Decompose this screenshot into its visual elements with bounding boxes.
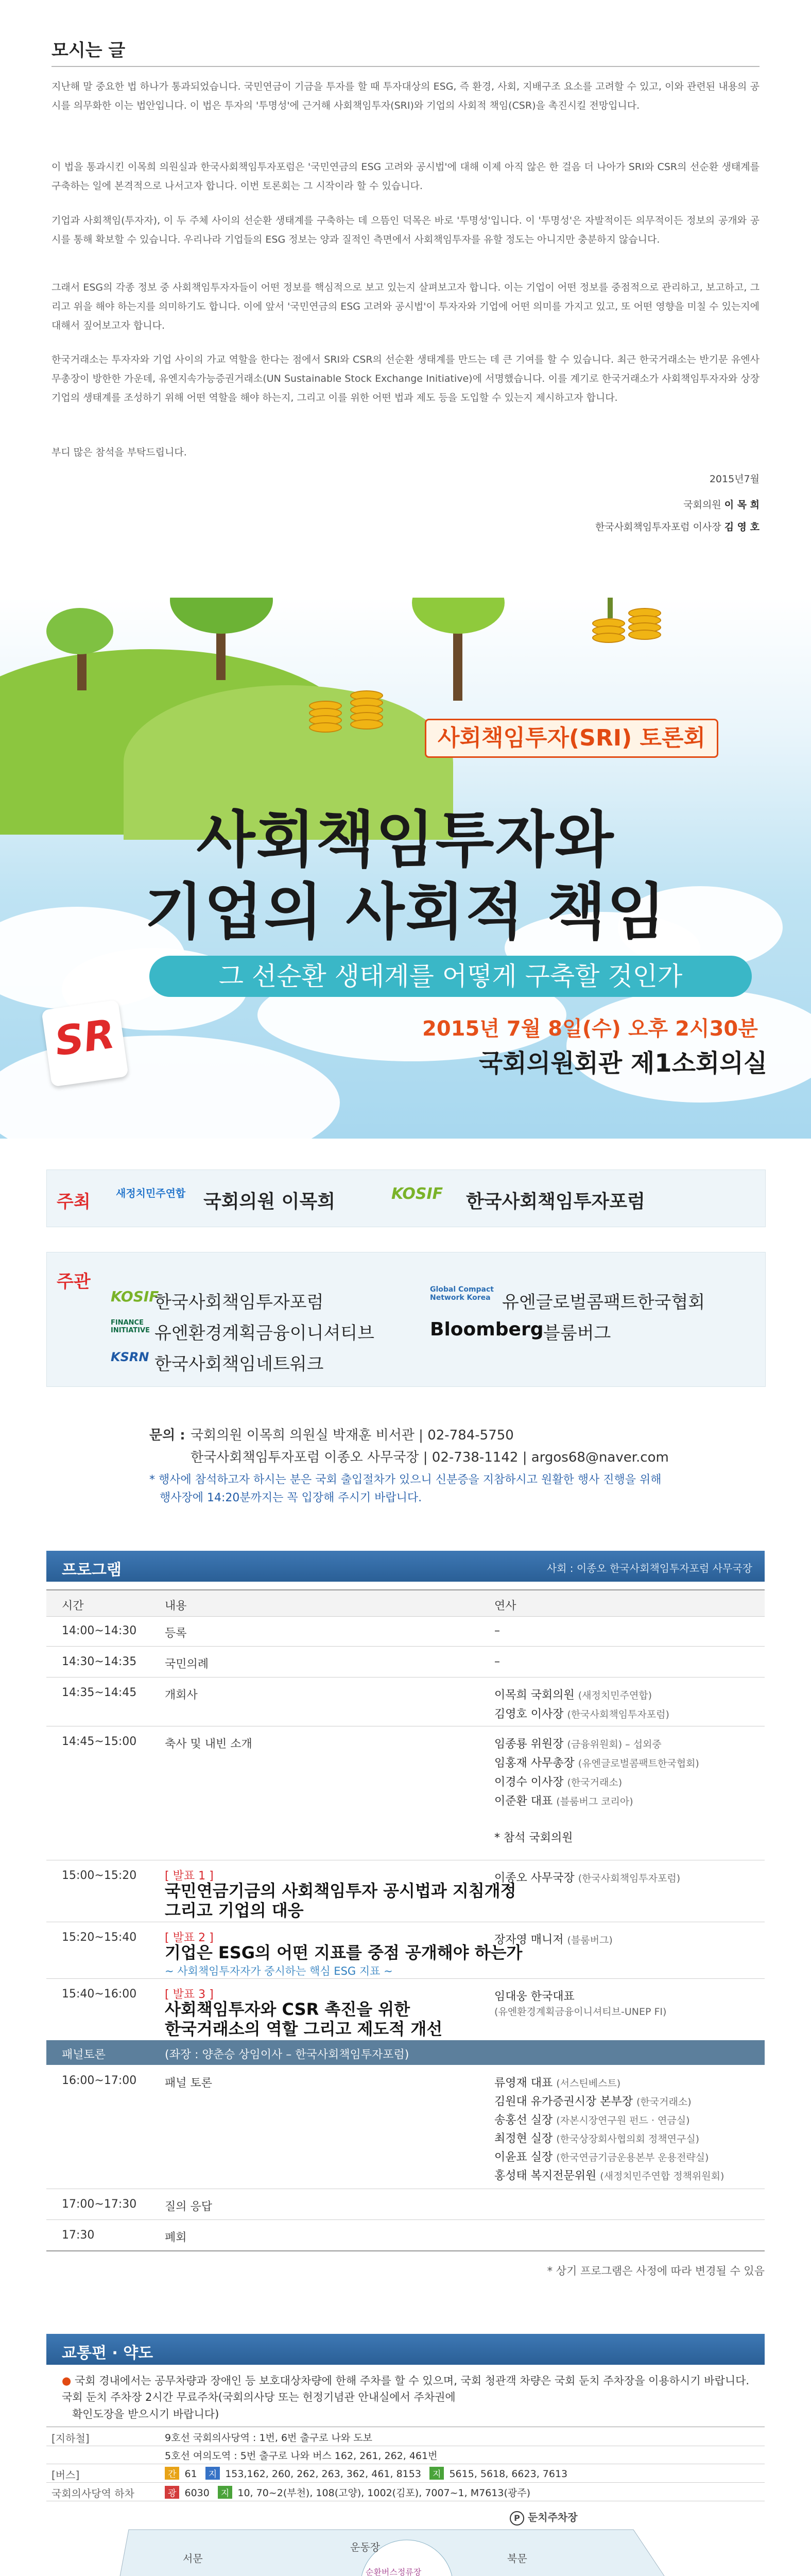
program-row	[46, 1860, 765, 1922]
row-content: 등록	[165, 1627, 187, 1640]
program-moderator: 사회 : 이종오 한국사회책임투자포럼 사무국장	[546, 1562, 752, 1574]
presentation-title: 기업은 ESG의 어떤 지표를 중점 공개해야 하는가	[165, 1943, 523, 1962]
panelist-org: (새정치민주연합 정책위원회)	[600, 2171, 724, 2182]
panelist-name: 김원대 유가증권시장 본부장	[494, 2095, 633, 2108]
panelist	[494, 2093, 692, 2109]
bus-line-2	[165, 2485, 530, 2499]
program-header	[46, 1551, 765, 1582]
row-speaker	[494, 1931, 613, 1947]
speaker-name: 임홍재 사무총장	[494, 1757, 575, 1770]
host-logo-1: 새정치민주연합	[116, 1187, 186, 1199]
transport-notice	[62, 2372, 752, 2405]
bus-number: 10, 70~2(부천), 108(고양), 1002(김포), 7007~1, M7613(광주)	[237, 2487, 530, 2499]
row-speaker	[494, 1754, 699, 1770]
subway-line-1: 9호선 국회의사당역 : 1번, 6번 출구로 나와 도보	[165, 2432, 373, 2444]
hero-banner	[0, 598, 811, 1139]
speaker-org: (블룸버그)	[567, 1935, 613, 1946]
row-speaker	[494, 1869, 680, 1885]
program-row	[46, 1615, 765, 1647]
speaker-org: (금융위원회) – 섭외중	[567, 1739, 662, 1750]
program-row	[46, 2219, 765, 2251]
panelist	[494, 2111, 690, 2127]
presentation-title-2: 그리고 기업의 대응	[165, 1901, 304, 1920]
program-column-header	[46, 1589, 765, 1617]
presentation-title: 사회책임투자와 CSR 촉진을 위한	[165, 1999, 410, 2019]
presentation-title: 국민연금기금의 사회책임투자 공시법과 지침개정	[165, 1881, 516, 1901]
program-row	[46, 1978, 765, 2041]
host-logo-2: KOSIF	[391, 1185, 443, 1203]
row-time: 14:30~14:35	[62, 1655, 137, 1668]
row-time: 14:00~14:30	[62, 1624, 137, 1637]
row-content: 축사 및 내빈 소개	[165, 1738, 252, 1751]
row-speaker: –	[494, 1655, 500, 1668]
row-content: 질의 응답	[165, 2200, 213, 2213]
event-venue: 국회의원회관 제1소회의실	[479, 1049, 768, 1078]
organizer-name-2: 유엔글로벌콤팩트한국협회	[502, 1292, 705, 1313]
speaker-name: 이종오 사무국장	[494, 1872, 575, 1885]
panelist	[494, 2074, 620, 2090]
column-time: 시간	[62, 1600, 84, 1613]
map-parking-label	[510, 2509, 578, 2526]
coin-stack	[628, 630, 661, 640]
greeting-title: 모시는 글	[51, 40, 126, 61]
bus-row-2	[46, 2482, 765, 2501]
row-speaker	[494, 1705, 669, 1721]
panelist-org: (서스틴베스트)	[556, 2078, 621, 2089]
event-tagline-band	[149, 956, 752, 997]
row-speaker: 임대웅 한국대표	[494, 1990, 575, 2003]
panel-label: 패널토론	[62, 2048, 106, 2061]
bus-row	[46, 2464, 765, 2483]
bus-badge-yellow: 간	[165, 2467, 179, 2480]
program-row	[46, 1922, 765, 1979]
inquiry-contact-2: 한국사회책임투자포럼 이종오 사무국장 | 02-738-1142 | argos68@naver.com	[191, 1450, 669, 1465]
greeting-paragraph: 그래서 ESG의 각종 정보 중 사회책임투자자들이 어떤 정보를 핵심적으로 보고 있는지 살펴보고자 합니다. 이는 기업이 어떤 정보를 중점적으로 관리하고, 보고하고, 그리고 위을 해야 하는지를 의미하기도 합니다. 이에 앞서 '국민연금의 ESG 고려와 공시법'이 투자자와 기업에 어떤 의미를 가지고 있고, 또 어떤 영향을 미칠 수 있는지에 대해서 짚어보고자 합니다.	[51, 282, 760, 331]
panelist-org: (자본시장연구원 펀드 · 연금실)	[556, 2115, 690, 2126]
inquiry-note-1: * 행사에 참석하고자 하시는 분은 국회 출입절차가 있으니 신분증을 지참하시고 원활한 행사 진행을 위해	[149, 1473, 662, 1486]
column-speaker: 연사	[494, 1600, 516, 1613]
presentation-tag: [ 발표 1 ]	[165, 1870, 214, 1883]
event-subtitle: 사회책임투자(SRI) 토론회	[425, 719, 718, 758]
presentation-subtitle: ~ 사회책임투자자가 중시하는 핵심 ESG 지표 ~	[165, 1965, 393, 1977]
map-shuttle-stop: 순환버스정류장	[366, 2567, 422, 2576]
parking-label: 둔치주차장	[527, 2511, 578, 2523]
presentation-title-2: 한국거래소의 역할 그리고 제도적 개선	[165, 2019, 443, 2039]
bus-badge-blue: 지	[205, 2467, 220, 2480]
panelist-name: 최정현 실장	[494, 2132, 553, 2145]
host-name-2: 한국사회책임투자포럼	[466, 1191, 645, 1212]
tree-canopy	[412, 598, 505, 634]
tree-canopy	[170, 598, 273, 634]
coin-stack	[592, 633, 625, 643]
program-row	[46, 1726, 765, 1860]
organizer-name-4: 블룸버그	[543, 1323, 611, 1344]
bus-number: 153,162, 260, 262, 263, 362, 461, 8153	[225, 2468, 421, 2480]
bus-number: 61	[184, 2468, 197, 2480]
organizer-logo-1: KOSIF	[111, 1288, 159, 1305]
organizer-logo-5: KSRN	[111, 1350, 149, 1364]
speaker-org: (한국사회책임투자포럼)	[578, 1873, 681, 1884]
event-title-line-2: 기업의 사회적 책임	[144, 876, 667, 947]
program-row	[46, 1677, 765, 1726]
subway-row-2	[46, 2445, 765, 2464]
greeting-signature-2	[595, 519, 760, 533]
program-title: 프로그램	[62, 1561, 122, 1579]
speaker-org: (한국사회책임투자포럼)	[567, 1709, 669, 1720]
inquiry-contact-1: 국회의원 이목희 의원실 박재훈 비서관 | 02-784-5750	[191, 1428, 514, 1443]
row-time: 14:35~14:45	[62, 1686, 137, 1699]
row-time: 15:00~15:20	[62, 1869, 137, 1882]
panelist	[494, 2167, 724, 2183]
panelist-name: 이윤표 실장	[494, 2151, 553, 2164]
organizers-section	[0, 1139, 811, 1417]
greeting-paragraph: 지난해 말 중요한 법 하나가 통과되었습니다. 국민연금이 기금을 투자를 할 때 투자대상의 ESG, 즉 환경, 사회, 지배구조 요소를 고려할 수 있고, 이와 관련된 내용의 공시를 의무화한 이는 법안입니다. 이 법은 투자의 '투명성'에 근거해 사회책임투자(SRI)와 기업의 사회적 책임(CSR)을 촉진시킬 전망입니다.	[51, 81, 760, 111]
program-row	[46, 2065, 765, 2189]
speaker-name: 장자영 매니저	[494, 1934, 564, 1946]
panelist-name: 송홍선 실장	[494, 2114, 553, 2127]
inquiry-label: 문의 :	[149, 1428, 185, 1443]
bus-line	[165, 2467, 567, 2480]
speaker-org: (한국거래소)	[567, 1777, 623, 1788]
bus-number: 5615, 5618, 6623, 7613	[449, 2468, 568, 2480]
greeting-paragraph: 기업과 사회책임(투자자), 이 두 주체 사이의 선순환 생태계를 구축하는 데 으뜸인 덕목은 바로 '투명성'입니다. 이 '투명성'은 자발적이든 의무적이든 정보의 공개와 공시를 통해 확보할 수 있습니다. 우리나라 기업들의 ESG 정보는 양과 질적인 측면에서 사회책임투자를 유할 정도는 아니지만 충분하지 않습니다.	[51, 215, 760, 245]
presentation-tag: [ 발표 2 ]	[165, 1931, 214, 1944]
organizer-logo-2: Global Compact Network Korea	[430, 1285, 494, 1302]
transport-header	[46, 2334, 765, 2365]
coin-stack	[350, 719, 383, 730]
program-row	[46, 1646, 765, 1677]
map-sports-field: 운동장	[350, 2541, 380, 2553]
row-speaker	[494, 1773, 622, 1789]
host-name-1: 국회의원 이목희	[203, 1191, 335, 1212]
greeting-section	[0, 0, 811, 598]
greeting-paragraph: 부디 많은 참석을 부탁드립니다.	[51, 447, 187, 458]
speaker-name: 임종룡 위원장	[494, 1738, 564, 1751]
location-map	[46, 2509, 765, 2576]
panel-header	[46, 2040, 765, 2065]
speaker-org: (블룸버그 코리아)	[556, 1796, 633, 1807]
row-time: 14:45~15:00	[62, 1735, 137, 1748]
speaker-name: 김영호 이사장	[494, 1708, 564, 1721]
speaker-org: (유엔글로벌콤팩트한국협회)	[578, 1758, 699, 1769]
signature-role: 한국사회책임투자포럼 이사장	[595, 521, 721, 533]
map-north-gate: 북문	[507, 2552, 527, 2565]
row-content: 개회사	[165, 1689, 198, 1702]
subway-row	[46, 2427, 765, 2446]
presentation-tag: [ 발표 3 ]	[165, 1988, 214, 2001]
map-west-gate: 서문	[183, 2552, 203, 2565]
sri-logo-icon	[41, 999, 128, 1087]
greeting-paragraph: 한국거래소는 투자자와 기업 사이의 가교 역할을 한다는 점에서 SRI와 CSR의 선순환 생태계를 만드는 데 큰 기여를 할 수 있습니다. 최근 한국거래소는 반기문 유엔사무총장이 방한한 가운데, 유엔지속가능증권거래소(UN Sustainable Stock Exchange Initiative)에 서명했습니다. 이를 계기로 한국거래소가 사회책임투자자와 상장기업의 생태계를 조성하기 위해 어떤 역할을 해야 하는지, 그리고 이를 위한 어떤 법과 제도 등을 도입할 수 있는지 제시하고자 합니다.	[51, 354, 760, 403]
speaker-name: 이목희 국회의원	[494, 1689, 575, 1702]
speaker-name: 이경수 이사장	[494, 1776, 564, 1789]
coin-stack	[309, 722, 342, 733]
speaker-name: 이준환 대표	[494, 1795, 553, 1808]
signature-role: 국회의원	[683, 499, 721, 511]
organizer-name-5: 한국사회책임네트워크	[154, 1354, 324, 1375]
panelist	[494, 2148, 709, 2164]
organizer-logo-3: FINANCE INITIATIVE	[111, 1319, 150, 1334]
subway-line-2: 5호선 여의도역 : 5번 출구로 나와 버스 162, 261, 262, 461번	[165, 2450, 438, 2462]
bus-stop-key: 국회의사당역 하차	[51, 2487, 134, 2500]
sprout	[608, 598, 613, 618]
parking-icon: P	[510, 2511, 524, 2526]
signature-name: 김 영 호	[724, 521, 760, 533]
program-row	[46, 2189, 765, 2220]
panelist-org: (한국거래소)	[636, 2096, 692, 2108]
row-speaker-org	[494, 2004, 666, 2018]
bus-badge-green: 지	[429, 2467, 444, 2480]
column-content: 내용	[165, 1600, 187, 1613]
row-speaker-note: * 참석 국회의원	[494, 1832, 573, 1844]
organizer-name-1: 한국사회책임투자포럼	[154, 1292, 324, 1313]
row-time: 15:20~15:40	[62, 1931, 137, 1944]
host-label: 주최	[57, 1192, 91, 1212]
row-speaker	[494, 1792, 633, 1808]
bus-number: 6030	[184, 2487, 210, 2499]
panelist-name: 류영재 대표	[494, 2077, 553, 2090]
bus-badge-green: 지	[218, 2486, 232, 2499]
panelist-org: (한국상장회사협의회 정책연구실)	[556, 2133, 700, 2145]
row-time: 15:40~16:00	[62, 1988, 137, 2001]
event-tagline: 그 선순환 생태계를 어떻게 구축할 것인가	[218, 961, 683, 991]
notice-bullet-icon: ●	[62, 2375, 72, 2387]
panelist	[494, 2130, 699, 2146]
notice-text: 국회 경내에서는 공무차량과 장애인 등 보호대상차량에 한해 주차를 할 수 있으며, 국회 청관객 차량은 국회 둔치 주차장을 이용하시기 바랍니다. 국회 둔치 주차장 2시간 무료주차(국회의사당 또는 헌정기념관 안내실에서 주차권에	[62, 2375, 750, 2403]
greeting-paragraph: 이 법을 통과시킨 이목희 의원실과 한국사회책임투자포럼은 '국민연금의 ESG 고려와 공시법'에 대해 이제 아직 않은 한 걸음 더 나아가 SRI와 CSR의 선순환 생태계를 구축하는 일에 본격적으로 나서고자 합니다. 이번 토론회는 그 시작이라 할 수 있습니다.	[51, 161, 760, 192]
row-content: 폐회	[165, 2231, 187, 2244]
inquiry-section	[0, 1417, 811, 1535]
sri-logo-text: SR	[51, 1011, 118, 1065]
bus-key: [버스]	[51, 2469, 80, 2481]
row-speaker: –	[494, 1624, 500, 1637]
row-content: 국민의례	[165, 1658, 209, 1671]
panelist-org: (한국연금기금운용본부 운용전략실)	[556, 2152, 709, 2163]
transport-title: 교통편 · 약도	[62, 2344, 153, 2362]
program-footnote: * 상기 프로그램은 사정에 따라 변경될 수 있음	[547, 2265, 765, 2277]
bus-badge-red: 광	[165, 2486, 179, 2499]
event-datetime: 2015년 7월 8일(수) 오후 2시30분	[422, 1017, 758, 1041]
speaker-org: (새정치민주연합)	[578, 1690, 652, 1701]
panelist-name: 홍성태 복지전문위원	[494, 2170, 597, 2182]
greeting-signature-1	[683, 497, 760, 511]
tree-canopy	[46, 608, 113, 654]
greeting-divider	[51, 66, 760, 67]
row-time: 17:30	[62, 2229, 95, 2242]
greeting-date: 2015년7월	[709, 473, 760, 485]
organizer-logo-4: Bloomberg	[430, 1319, 544, 1340]
event-title-line-1: 사회책임투자와	[196, 804, 615, 875]
panel-chair: (좌장 : 양춘승 상임이사 – 한국사회책임투자포럼)	[165, 2048, 409, 2061]
subway-key: [지하철]	[51, 2432, 90, 2445]
row-content: 패널 토론	[165, 2077, 213, 2090]
organizer-label: 주관	[57, 1272, 91, 1292]
organizer-name-3: 유엔환경계획금융이니셔티브	[154, 1323, 374, 1344]
row-speaker	[494, 1735, 662, 1751]
inquiry-note-2: 행사장에 14:20분까지는 꼭 입장해 주시기 바랍니다.	[160, 1492, 422, 1504]
speaker-org: (유엔환경계획금융이니셔티브-UNEP FI)	[494, 2006, 667, 2018]
row-time: 16:00~17:00	[62, 2074, 137, 2087]
transport-notice-2: 확인도장을 받으시기 바랍니다)	[72, 2408, 219, 2420]
signature-name: 이 목 희	[724, 499, 760, 511]
row-time: 17:00~17:30	[62, 2198, 137, 2211]
row-speaker	[494, 1686, 652, 1702]
